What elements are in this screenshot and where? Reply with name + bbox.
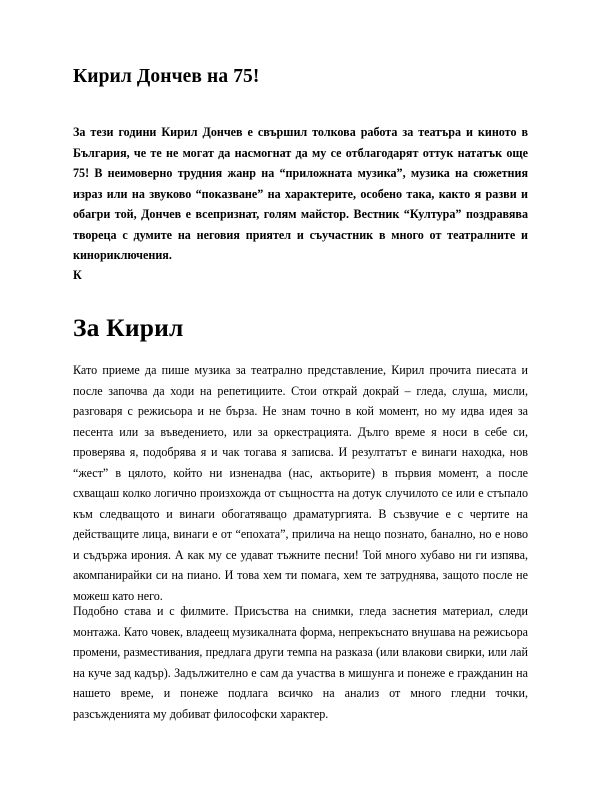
body-paragraph: Подобно става и с филмите. Присъства на снимки, гледа заснетия материал, следи монтажа. Като човек, владеещ музикалната форма, непрекъснато внушава на режисьора промени, разместивания, предлага други темпа на разказа (или влакови свирки, или лай на куче зад кадър). Задължително е сам да участва в мишунга и понеже е гражданин на нашето време, и понеже подлага всичко на анализ от много гледни точки, разсъжденията му добиват философски характер. — [73, 604, 528, 721]
author-initial: К — [73, 268, 82, 282]
intro-paragraph: За тези години Кирил Дончев е свършил толкова работа за театъра и киното в България, че те не могат да насмогнат да му се отблагодарят оттук нататък още 75! В неимоверно трудния жанр на “приложната музика”, музика на сюжетния израз или на звуково “показване” на характерите, особено така, както я разви и обагри той, Дончев е всепризнат, голям майстор. Вестник “Култура” поздравява твореца с думите на неговия приятел и съучастник в много от театралните и кинориключения. — [73, 125, 528, 262]
body-paragraph: Като приеме да пише музика за театрално представление, Кирил прочита пиесата и после започва да ходи на репетициите. Стои открай докрай – гледа, слуша, мисли, разговаря с режисьора и не бърза. Не знам точно в кой момент, но му идва идея за песента или за въведението, или за оркестрацията. Дълго време я носи в себе си, проверява я, подобрява я и чак тогава я записва. И резултатът е винаги находка, нов “жест” в цялото, който ни изненадва (нас, актьорите) в първия момент, а после схващаш колко логично произхожда от същността на дотук случилото се или е стъпало към следващото и винаги обогатяващо драматургията. В съзвучие е с чертите на действащите лица, винаги е от “епохата”, прилича на нещо познато, банално, но е ново и съдържа ирония. А как му се удават тъжните песни! Той много хубаво ни ги изпява, акомпанирайки си на пиано. И това хем ти помага, хем те затруднява, защото после не можеш като него. — [73, 363, 528, 603]
article-title: Кирил Дончев на 75! — [73, 66, 260, 87]
section-heading: За Кирил — [73, 313, 184, 342]
